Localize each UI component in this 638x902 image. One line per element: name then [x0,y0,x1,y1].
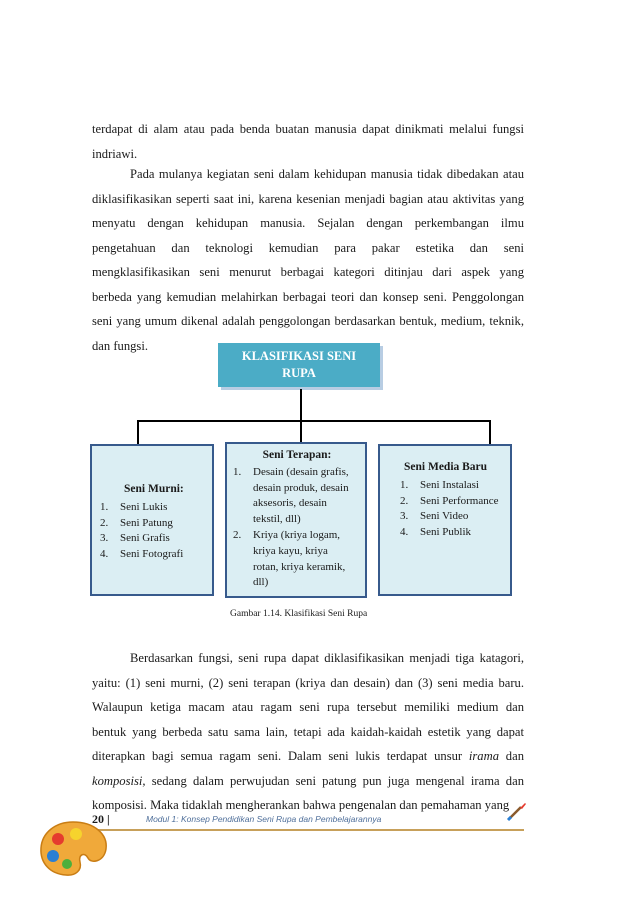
list-item: 4. Seni Publik [400,526,472,539]
box-seni-murni [90,444,214,596]
list-item: 1. Seni Instalasi [400,478,479,491]
text-line: terdapat di alam atau pada benda buatan manusia dapat dinikmati melalui fungsi [92,122,524,136]
text-line: menyatu dengan kehidupan manusia. Sejalan dengan perkembangan ilmu [92,216,524,230]
footer-module-title: Modul 1: Konsep Pendidikan Seni Rupa dan Pembelajarannya [146,814,382,824]
seni-terapan-heading: Seni Terapan: [262,449,332,461]
text-line: pengetahuan dan teknologi kemudian para pakar estetika dan seni [92,240,524,255]
connector-horizontal [137,420,491,422]
seni-terapan-list [233,465,361,591]
paint-red [52,833,64,845]
paint-blue [47,850,59,862]
page-number: 20 | [92,812,110,826]
list-item: 2. Seni Performance [400,494,499,507]
text-line: Pada mulanya kegiatan seni dalam kehidupan manusia tidak dibedakan atau [130,167,524,181]
text-line: Walaupun ketiga macam atau ragam seni rupa tersebut memiliki medium dan [92,700,524,714]
footer-divider [92,829,524,831]
connector-right [489,420,491,445]
box-seni-terapan [225,442,367,598]
list-item: 1. Seni Lukis [100,500,168,513]
text-line: Berdasarkan fungsi, seni rupa dapat diklasifikasikan menjadi tiga katagori, [130,651,524,665]
figure-caption: Gambar 1.14. Klasifikasi Seni Rupa [230,609,368,619]
seni-media-baru-list [400,478,506,541]
box-seni-media-baru [378,444,512,596]
text-line: komposisi, sedang dalam perwujudan seni patung pun juga mengenal irama dan [92,773,524,788]
connector-middle [300,420,302,443]
connector-trunk [300,389,302,421]
list-item: 2. Seni Patung [100,516,173,529]
palette-icon [36,818,110,880]
paragraph-intro [92,117,524,166]
diagram-title-box [218,343,380,387]
diagram-title-line1: KLASIFIKASI SENI [241,349,357,363]
text-line: yaitu: (1) seni murni, (2) seni terapan (kriya dan desain) dan (3) seni media baru. [92,675,524,690]
paint-green [62,859,72,869]
diagram-title-line2: RUPA [282,366,316,380]
seni-murni-heading: Seni Murni: [124,483,184,495]
text-line: diterapkan bagi semua ragam seni. Dalam seni lukis terdapat unsur irama dan [92,749,524,763]
seni-murni-list [100,500,212,563]
text-line: mengklasifikasikan seni menurut berbagai kategori ditinjau dari aspek yang [92,265,524,279]
text-line: diklasifikasikan seperti saat ini, karena kesenian menjadi bagian atau aktivitas yang [92,191,524,206]
text-line: seni yang umum dikenal adalah penggolongan berdasarkan bentuk, medium, teknik, [92,314,524,328]
list-item: 1. Desain (desain grafis, desain produk, desain aksesoris, desain tekstil, dll) [233,465,349,526]
paint-yellow [70,828,82,840]
paragraph-functions [92,646,524,818]
text-line: komposisi. Maka tidaklah mengherankan bahwa pengenalan dan pemahaman yang [92,798,510,812]
text-line: dan fungsi. [92,338,148,353]
seni-media-baru-heading: Seni Media Baru [404,461,488,473]
list-item: 4. Seni Fotografi [100,548,184,561]
text-line: bentuk yang berbeda satu sama lain, tetapi ada kaidah-kaidah estetik yang dapat [92,724,524,739]
connector-left [137,420,139,445]
list-item: 2. Kriya (kriya logam, kriya kayu, kriya rotan, kriya keramik, dll) [233,528,346,589]
list-item: 3. Seni Video [400,510,469,523]
text-line: berbeda yang kemudian melahirkan berbagai teori dan konsep seni. Penggolongan [92,289,524,304]
paragraph-classification [92,162,524,358]
brush-icon [506,800,528,822]
text-line: indriawi. [92,146,138,161]
list-item: 3. Seni Grafis [100,532,170,545]
